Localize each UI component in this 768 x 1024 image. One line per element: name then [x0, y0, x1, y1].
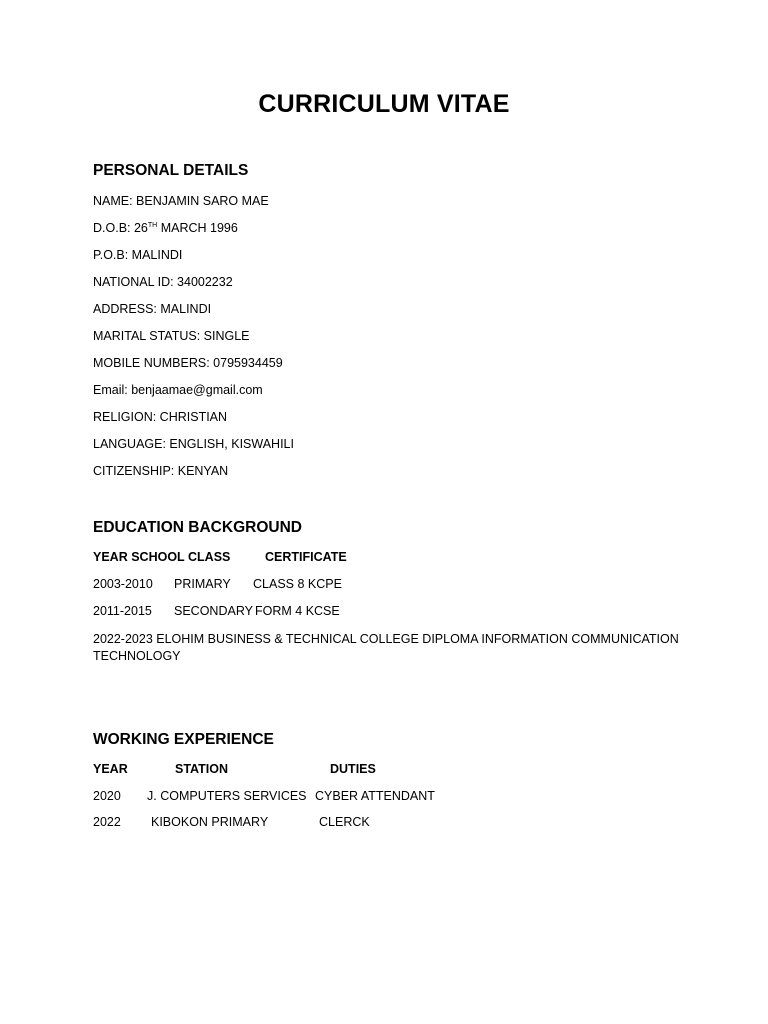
experience-heading: WORKING EXPERIENCE	[93, 731, 274, 748]
education-header-certificate: CERTIFICATE	[265, 550, 347, 564]
experience-duties: CYBER ATTENDANT	[315, 789, 435, 803]
email-line: Email: benjaamae@gmail.com	[93, 383, 263, 397]
religion-line: RELIGION: CHRISTIAN	[93, 410, 228, 424]
education-class: FORM 4 KCSE	[255, 604, 340, 618]
dob-suffix: MARCH 1996	[157, 221, 238, 235]
education-table-header	[93, 550, 693, 568]
name-line: NAME: BENJAMIN SARO MAE	[93, 194, 269, 208]
citizenship-line: CITIZENSHIP: KENYAN	[93, 464, 229, 478]
education-school: PRIMARY	[174, 577, 231, 591]
college-line: 2022-2023 ELOHIM BUSINESS & TECHNICAL COLLEGE DIPLOMA INFORMATION COMMUNICATION TECHNOLOGY	[93, 632, 679, 663]
education-row	[93, 577, 693, 595]
education-year: 2003-2010	[93, 577, 153, 591]
mobile-line: MOBILE NUMBERS: 0795934459	[93, 356, 283, 370]
education-year: 2011-2015	[93, 604, 152, 618]
personal-details-heading: PERSONAL DETAILS	[93, 162, 249, 179]
education-row	[93, 604, 693, 622]
experience-duties: CLERCK	[319, 815, 370, 829]
education-school: SECONDARY	[174, 604, 253, 618]
experience-station: KIBOKON PRIMARY	[151, 815, 269, 829]
dob-superscript: TH	[147, 221, 158, 229]
experience-header-duties: DUTIES	[330, 762, 376, 776]
experience-station: J. COMPUTERS SERVICES	[147, 789, 307, 803]
education-class: CLASS 8 KCPE	[253, 577, 342, 591]
experience-row	[93, 815, 693, 833]
dob-prefix: D.O.B: 26	[93, 221, 148, 235]
experience-table-header	[93, 762, 693, 780]
education-header-class: CLASS	[188, 550, 231, 564]
experience-row	[93, 789, 693, 807]
experience-header-year: YEAR	[93, 762, 128, 776]
language-line: LANGUAGE: ENGLISH, KISWAHILI	[93, 437, 294, 451]
pob-line: P.O.B: MALINDI	[93, 248, 183, 262]
education-header-year-school: YEAR SCHOOL	[93, 550, 185, 564]
national-id-line: NATIONAL ID: 34002232	[93, 275, 233, 289]
experience-year: 2022	[93, 815, 121, 829]
dob-line	[93, 221, 238, 235]
marital-status-line: MARITAL STATUS: SINGLE	[93, 329, 250, 343]
education-heading: EDUCATION BACKGROUND	[93, 519, 302, 536]
experience-year: 2020	[93, 789, 121, 803]
document-title: CURRICULUM VITAE	[258, 90, 510, 118]
experience-header-station: STATION	[175, 762, 229, 776]
address-line: ADDRESS: MALINDI	[93, 302, 212, 316]
